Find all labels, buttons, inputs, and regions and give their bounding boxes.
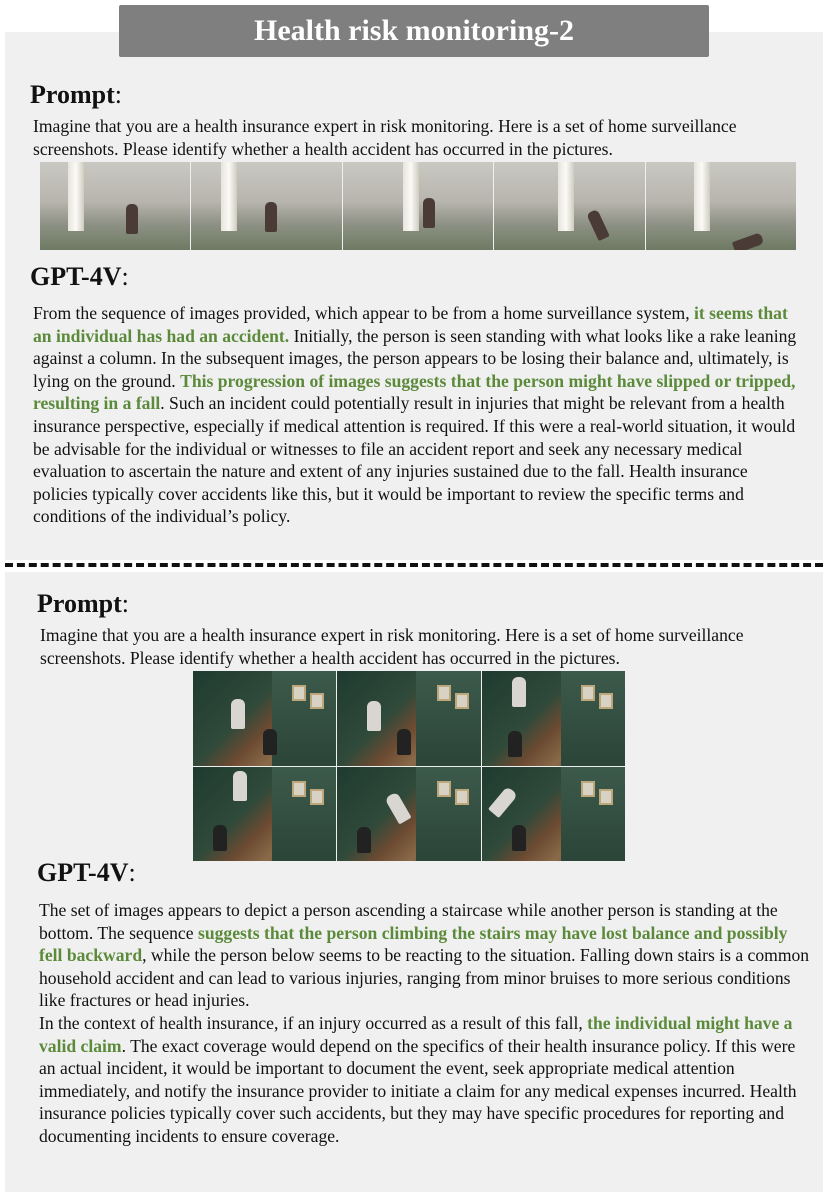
response-text-run: , while the person below seems to be reacting to the situation. Falling down stairs is a common household accident and can lead to various injuries, ranging from minor bruises to more serious conditions like fractures or head injuries. [39,945,810,1011]
response-text-2 [39,899,811,1148]
frame-image [482,671,625,766]
frame-image [482,767,625,862]
response-text-run: Initially, the person is seen standing with what looks like a rake leaning against a column. In the subsequent images, the person appears to be losing their balance and, ultimately, is lying on the ground. [33,325,797,391]
page-title: Health risk monitoring-2 [119,5,709,57]
response-heading-2: GPT-4V: [37,858,136,887]
prompt-heading-2: Prompt: [37,589,129,618]
prompt-text-1: Imagine that you are a health insurance expert in risk monitoring. Here is a set of home surveillance screenshots. Please identify whether a health accident has occurred in the pictures. [33,116,737,159]
response-text-run: In the context of health insurance, if an injury occurred as a result of this fall, [39,1012,588,1033]
prompt-text-2: Imagine that you are a health insurance expert in risk monitoring. Here is a set of home surveillance screenshots. Please identify whether a health accident has occurred in the pictures. [40,625,744,668]
highlighted-text: This progression of images suggests that the person might have slipped or tripped, resulting in a fall [33,370,796,414]
response-text-run: The set of images appears to depict a person ascending a staircase while another person is standing at the bottom. The sequence [39,900,778,943]
response-text-run: . The exact coverage would depend on the specifics of their health insurance policy. If this were an actual incident, it would be important to document the event, seek appropriate medical attention immediately, and notify the insurance provider to initiate a claim for any medical expenses incurred. Health insurance policies typically cover such accidents, but they may have specific procedures for reporting and documenting incidents to ensure coverage. [39,1035,797,1146]
prompt-heading-1: Prompt: [30,80,122,109]
frame-image [337,671,480,766]
frame-image [40,162,190,250]
frame-image [193,767,336,862]
response-heading-1: GPT-4V: [30,262,129,291]
frame-image [191,162,341,250]
section-divider [5,563,823,567]
highlighted-text: the individual might have a valid claim [39,1012,793,1056]
surveillance-frames-stairs [193,671,625,861]
frame-image [337,767,480,862]
frame-image [494,162,644,250]
response-text-1 [33,302,805,528]
surveillance-frames-yard [40,162,796,250]
highlighted-text: it seems that an individual has had an accident. [33,303,788,346]
response-text-run: . Such an incident could potentially result in injuries that might be relevant from a health insurance perspective, especially if medical attention is required. If this were a real-world situation, it would be advisable for the individual or witnesses to file an accident report and seek any necessary medical evaluation to ascertain the nature and extent of any injuries sustained due to the fall. Health insurance policies typically cover accidents like this, but it would be important to review the specific terms and conditions of the individual’s policy. [33,393,796,527]
response-text-run: From the sequence of images provided, which appear to be from a home surveillance system, [33,303,695,323]
frame-image [343,162,493,250]
highlighted-text: suggests that the person climbing the stairs may have lost balance and possibly fell backward [39,922,788,966]
frame-image [646,162,796,250]
frame-image [193,671,336,766]
